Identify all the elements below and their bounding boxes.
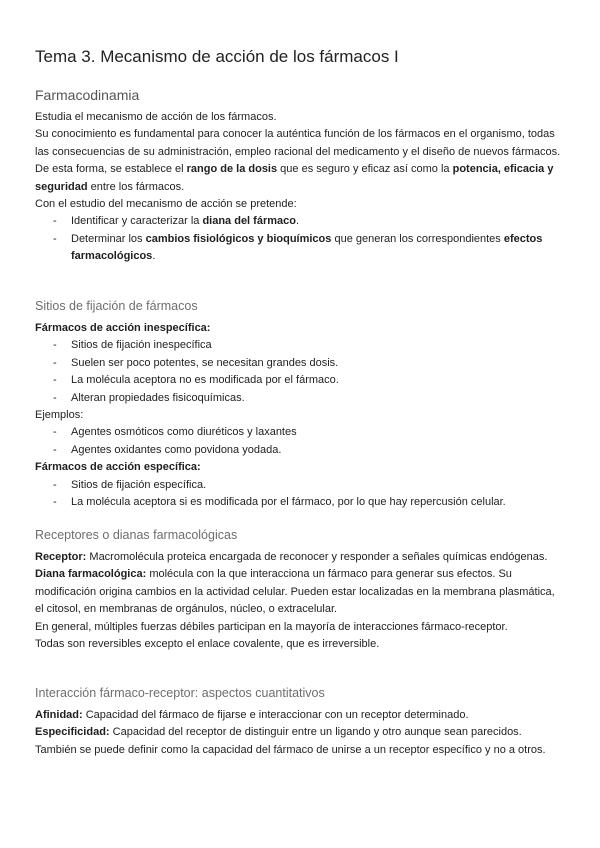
inespecifica-list [35, 337, 565, 407]
paragraph: Especificidad: Capacidad del receptor de distinguir entre un ligando y otro aunque sean parecidos. También se puede definir como la capacidad del fármaco de unirse a un receptor específico y no a otros. [35, 726, 546, 756]
list-item: - Agentes osmóticos como diuréticos y laxantes [35, 424, 565, 441]
ejemplos-list [35, 424, 565, 459]
list-item: - Suelen ser poco potentes, se necesitan grandes dosis. [35, 355, 565, 372]
sitios-body [35, 320, 565, 511]
list-item: - Determinar los cambios fisiológicos y bioquímicos que generan los correspondientes efectos farmacológicos. [35, 231, 565, 266]
subsection-heading-receptores: Receptores o dianas farmacológicas [35, 528, 238, 542]
list-item: - Sitios de fijación específica. [35, 477, 565, 494]
list-item: - Alteran propiedades fisicoquímicas. [35, 390, 565, 407]
paragraph: De esta forma, se establece el rango de la dosis que es seguro y eficaz así como la potencia, eficacia y seguridad entre los fármacos. [35, 163, 554, 193]
label-inespecifica: Fármacos de acción inespecífica: [35, 322, 211, 334]
list-item: - Sitios de fijación inespecífica [35, 337, 565, 354]
section-heading-farmacodinamia: Farmacodinamia [35, 87, 140, 103]
list-item: - Identificar y caracterizar la diana del fármaco. [35, 213, 565, 230]
paragraph: Con el estudio del mecanismo de acción se pretende: [35, 198, 297, 211]
paragraph: Receptor: Macromolécula proteica encargada de reconocer y responder a señales químicas endógenas. [35, 551, 548, 563]
label-especifica: Fármacos de acción específica: [35, 461, 201, 474]
list-item: - Agentes oxidantes como povidona yodada. [35, 442, 565, 459]
paragraph: En general, múltiples fuerzas débiles participan en la mayoría de interacciones fármaco-receptor. [35, 620, 508, 633]
receptores-body [35, 549, 565, 653]
subsection-heading-sitios: Sitios de fijación de fármacos [35, 299, 198, 313]
paragraph: Todas son reversibles excepto el enlace covalente, que es irreversible. [35, 638, 380, 651]
paragraph: Diana farmacológica: molécula con la que interacciona un fármaco para generar sus efectos. Su modificación origina cambios en la actividad celular. Pueden estar localizadas en la membrana plasmática, el citosol, en membranas de orgánulos, núcleo, o extracelular. [35, 568, 555, 616]
paragraph: Su conocimiento es fundamental para conocer la auténtica función de los fármacos en el organismo, todas las consecuencias de su administración, empleo racional del medicamento y el diseño de nuevos fármacos. [35, 128, 561, 158]
interaccion-body [35, 707, 565, 759]
paragraph: Afinidad: Capacidad del fármaco de fijarse e interaccionar con un receptor determinado. [35, 709, 469, 721]
subsection-heading-interaccion: Interacción fármaco-receptor: aspectos cuantitativos [35, 686, 325, 700]
objectives-list [35, 213, 565, 265]
list-item: - La molécula aceptora no es modificada por el fármaco. [35, 372, 565, 389]
list-item: - La molécula aceptora si es modificada por el fármaco, por lo que hay repercusión celular. [35, 494, 565, 511]
especifica-list [35, 477, 565, 512]
page-title: Tema 3. Mecanismo de acción de los fármacos I [35, 47, 399, 66]
farmacodinamia-body [35, 109, 565, 266]
paragraph: Estudia el mecanismo de acción de los fármacos. [35, 111, 277, 123]
label-ejemplos: Ejemplos: [35, 409, 84, 422]
